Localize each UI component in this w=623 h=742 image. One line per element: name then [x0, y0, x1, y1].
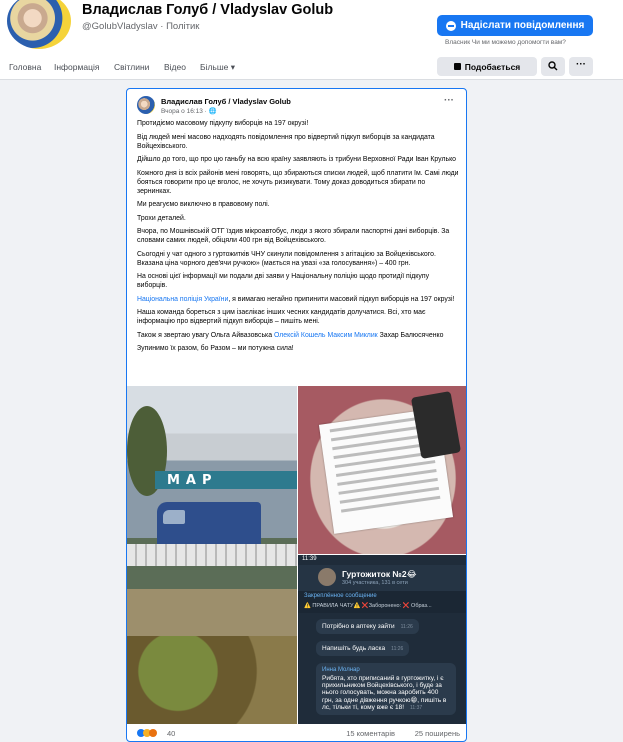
post-paragraph: Наша команда бореться з цим ізаєлікає інших чесних кандидатів долучатися. Всі, хто має інформацію про відвертий підкуп виборців – пишіть мені.	[137, 309, 426, 325]
reply-note: Власник Чи ми можемо допомогти вам?	[445, 39, 566, 46]
tab-photos[interactable]: Світлини	[114, 62, 150, 72]
page-title[interactable]: Владислав Голуб / Vladyslav Golub	[82, 2, 334, 18]
tab-info[interactable]: Інформація	[54, 62, 100, 72]
chat-bubble	[316, 641, 409, 656]
post-paragraph: Вчора, по Мошнівській ОТГ їздив мікроавтобус, люди з якого збирали паспортні дані виборців. За словами самих людей, обіцяли 400 грн від Войцехівського.	[137, 228, 450, 244]
police-mention-link[interactable]: Національна поліція України	[137, 295, 229, 303]
post-footer	[127, 725, 467, 742]
photo-document[interactable]	[298, 386, 467, 554]
chat-time: 11:37	[410, 705, 423, 711]
police-mention-text: , я вимагаю негайно припинити масовий підкуп виборців на 197 окрузі!	[228, 295, 455, 303]
angry-reaction-icon	[149, 729, 157, 737]
post-paragraph	[137, 331, 459, 340]
chat-title: Гуртожиток №2😂	[342, 569, 417, 579]
chat-message: Потрібно в аптеку зайти	[322, 623, 395, 630]
search-icon	[548, 61, 558, 71]
chat-bubble	[316, 619, 419, 634]
reactions-count[interactable]: 40	[167, 729, 176, 738]
photo-store-van[interactable]	[127, 386, 297, 724]
bush-shape	[127, 636, 297, 724]
post-paragraph: Від людей мені масово надходять повідомлення про відвертий підкуп виборців за кандидата Войцехівського.	[137, 133, 435, 150]
page-header	[0, 0, 623, 54]
comments-count[interactable]: 15 коментарів	[346, 729, 395, 738]
chat-message: Напишіть будь ласка	[322, 645, 386, 652]
post-paragraph: Протидіємо масовому підкупу виборців на 197 окрузі!	[137, 120, 309, 127]
chat-message: Рибята, хто приписаний в гуртожитку, і є прихильником Войцехівського, і буде за нього голосувать, можна заробить 400 грн, за одне дівження ручкою😁, пишіть в лс, тільки ті, кому вже є 18!	[322, 675, 447, 711]
fence-shape	[127, 544, 297, 566]
pinned-title: Закреплённое сообщение	[304, 593, 377, 599]
post-paragraph: Сьогодні у чат одного з гуртожитків ЧНУ скинули повідомлення з агітацією за Войцехівського. Вказана ціна чорного дев'ячи ручкою» (мається на увазі «за голосування») – 400 грн.	[137, 250, 436, 267]
page-avatar[interactable]	[4, 0, 74, 52]
photo-telegram-chat[interactable]	[298, 555, 467, 724]
chat-bubble	[316, 663, 456, 715]
search-button[interactable]	[541, 57, 565, 76]
post-paragraph: Дійшло до того, що про цю ганьбу на всю країну заявляють із трибуни Верховної Ради Іван Крулько	[137, 156, 457, 163]
pinned-text: ⚠️ ПРАВИЛА ЧАТУ⚠️ ❌Заборонено: ❌ Образ...	[304, 603, 432, 609]
chevron-down-icon: ▾	[230, 62, 236, 72]
mentions-suffix: Захар Балюсяченко	[377, 331, 444, 339]
post-card	[126, 88, 467, 742]
tab-more[interactable]	[200, 62, 235, 73]
page-handle: @GolubVladyslav · Політик	[82, 21, 200, 32]
post-paragraph: Кожного дня із всіх районів мені говорять, що збираються списки людей, щоб платити їм. Самі люди бояться говорити про це вголос, не хочуть ризикувати. Тому доказ доводиться збирати по зернинках.	[137, 169, 459, 195]
tab-more-label: Більше	[200, 62, 229, 72]
post-author-avatar[interactable]	[137, 96, 155, 114]
like-page-button[interactable]	[437, 57, 537, 76]
post-paragraph: На основі цієї інформації ми подали дві заяви у Національну поліцію щодо протидії підкупу виборців.	[137, 273, 430, 289]
mentions-links[interactable]: Олексій Кошель Максим Миклик	[273, 331, 378, 339]
chat-time: 11:26	[400, 624, 413, 630]
chat-avatar	[318, 568, 336, 586]
post-paragraph	[137, 295, 459, 304]
more-options-button[interactable]: ···	[569, 57, 593, 76]
send-message-button[interactable]	[437, 15, 593, 36]
tab-videos[interactable]: Відео	[164, 62, 186, 72]
van-shape	[157, 502, 261, 546]
post-body	[137, 119, 459, 358]
shares-count[interactable]: 25 поширень	[414, 729, 460, 738]
messenger-icon	[446, 21, 456, 31]
chat-sender: Инна Молнар	[322, 667, 360, 673]
mentions-prefix: Також я звертаю увагу Ольга Айвазовська	[137, 331, 274, 339]
like-page-label: Подобається	[464, 61, 521, 72]
post-paragraph: Трохи деталей.	[137, 214, 186, 222]
post-timestamp[interactable]: Вчора о 16:13 · 🌐	[161, 108, 217, 115]
chat-members: 304 участника, 131 в сети	[342, 580, 408, 586]
status-bar-time: 11:39	[302, 556, 317, 562]
thumbs-up-icon	[454, 63, 461, 70]
store-sign: МАР	[167, 473, 218, 488]
chat-time: 11:26	[391, 646, 404, 652]
post-options-icon[interactable]: ···	[444, 95, 454, 106]
post-author[interactable]: Владислав Голуб / Vladyslav Golub	[161, 97, 291, 106]
send-message-label: Надіслати повідомлення	[460, 20, 585, 31]
post-paragraph: Ми реагуємо виключно в правовому полі.	[137, 201, 270, 208]
post-paragraph: Зупинимо їх разом, бо Разом – ми потужна сила!	[137, 345, 294, 352]
tab-home[interactable]: Головна	[9, 62, 42, 72]
